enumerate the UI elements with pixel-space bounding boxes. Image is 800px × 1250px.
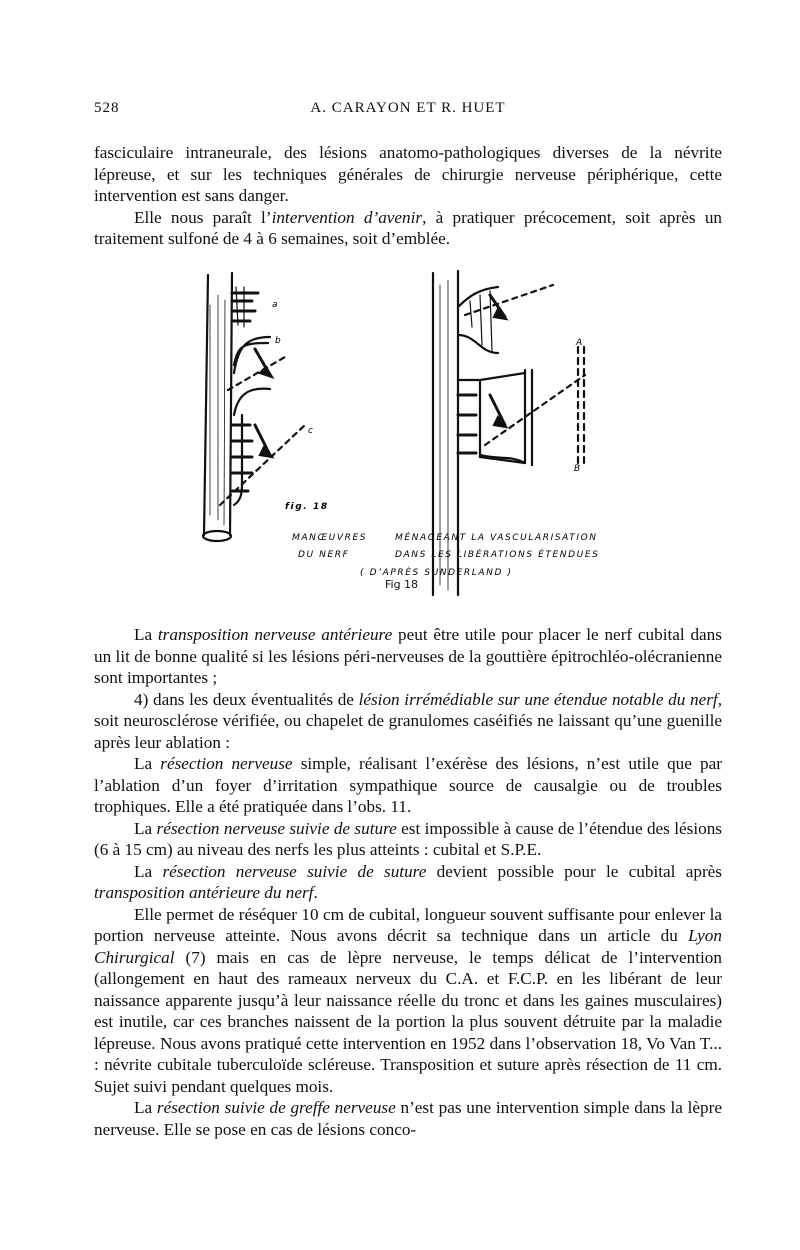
caption-line1-right: MÉNAGEANT LA VASCULARISATION bbox=[395, 533, 598, 543]
figure-18 bbox=[180, 265, 640, 605]
paragraph: La résection suivie de greffe nerveuse n’est pas une intervention simple dans la lèpre nerveuse. Elle se pose en cas de lésions conco- bbox=[94, 1098, 722, 1139]
page-number: 528 bbox=[94, 100, 120, 116]
paragraph: 4) dans les deux éventualités de lésion irrémédiable sur une étendue notable du nerf, soit neurosclérose vérifiée, ou chapelet de granulomes caséifiés ne laissant qu’une guenille après leur ablation : bbox=[94, 689, 722, 752]
paragraph: La résection nerveuse simple, réalisant l’exérèse des lésions, n’est utile que par l’ablation d’un foyer d’irritation sympathique source de causalgie ou de troubles trophiques. Elle a été pratiquée dans l’obs. 11. bbox=[94, 754, 722, 816]
nerve-diagram bbox=[180, 265, 640, 605]
figure-caption: Fig 18 bbox=[385, 578, 419, 591]
paragraph: Elle nous paraît l’intervention d’avenir, à pratiquer précocement, soit après un traitement sulfoné de 4 à 6 semaines, soit d’emblée. bbox=[94, 207, 723, 248]
intro-section bbox=[94, 142, 722, 250]
paragraph: La résection nerveuse suivie de suture est impossible à cause de l’étendue des lésions (6 à 15 cm) au niveau des nerfs les plus atteints : cubital et S.P.E. bbox=[94, 818, 722, 859]
label-B: B bbox=[574, 464, 582, 474]
caption-line3: ( D’APRÈS SUNDERLAND ) bbox=[360, 568, 513, 578]
running-head-authors: A. CARAYON ET R. HUET bbox=[310, 100, 506, 116]
running-header bbox=[94, 100, 722, 124]
paragraph: La résection nerveuse suivie de suture devient possible pour le cubital après transposition antérieure du nerf. bbox=[94, 861, 722, 902]
caption-line2-left: DU NERF bbox=[298, 550, 350, 560]
handwritten-fig-label: fig. 18 bbox=[285, 502, 329, 512]
label-a: a bbox=[272, 300, 280, 310]
body-section bbox=[94, 624, 722, 1140]
label-b: b bbox=[275, 336, 283, 346]
caption-line1-left: MANŒUVRES bbox=[292, 533, 368, 543]
caption-line2-right: DANS LES LIBÉRATIONS ÉTENDUES bbox=[395, 550, 600, 560]
label-c: c bbox=[308, 426, 315, 436]
paragraph: fasciculaire intraneurale, des lésions anatomo-pathologiques diverses de la névrite lépreuse, et sur les techniques générales de chirurgie nerveuse périphérique, cette intervention est sans danger. bbox=[94, 143, 722, 205]
label-A: A bbox=[576, 338, 584, 348]
paragraph: Elle permet de réséquer 10 cm de cubital, longueur souvent suffisante pour enlever la portion nerveuse atteinte. Nous avons décrit sa technique dans un article du Lyon Chirurgical (7) mais en cas de lèpre nerveuse, le temps délicat de l’intervention (allongement en haut des rameaux nerveux du C.A. et F.C.P. en les libérant de leur naissance apparente jusqu’à leur naissance réelle du tronc et dans les gaines musculaires) est inutile, car ces branches naissent de la portion la plus souvent détruite par la maladie lépreuse. Nous avons pratiqué cette intervention en 1952 dans l’observation 18, Vo Van T... : névrite cubitale tuberculoïde scléreuse. Transposition et suture après résection de 11 cm. Sujet suivi pendant quelques mois. bbox=[94, 904, 722, 1096]
paragraph: La transposition nerveuse antérieure peut être utile pour placer le nerf cubital dans un lit de bonne qualité si les lésions péri-nerveuses de la gouttière épitrochléo-olécranienne sont importantes ; bbox=[94, 625, 722, 687]
